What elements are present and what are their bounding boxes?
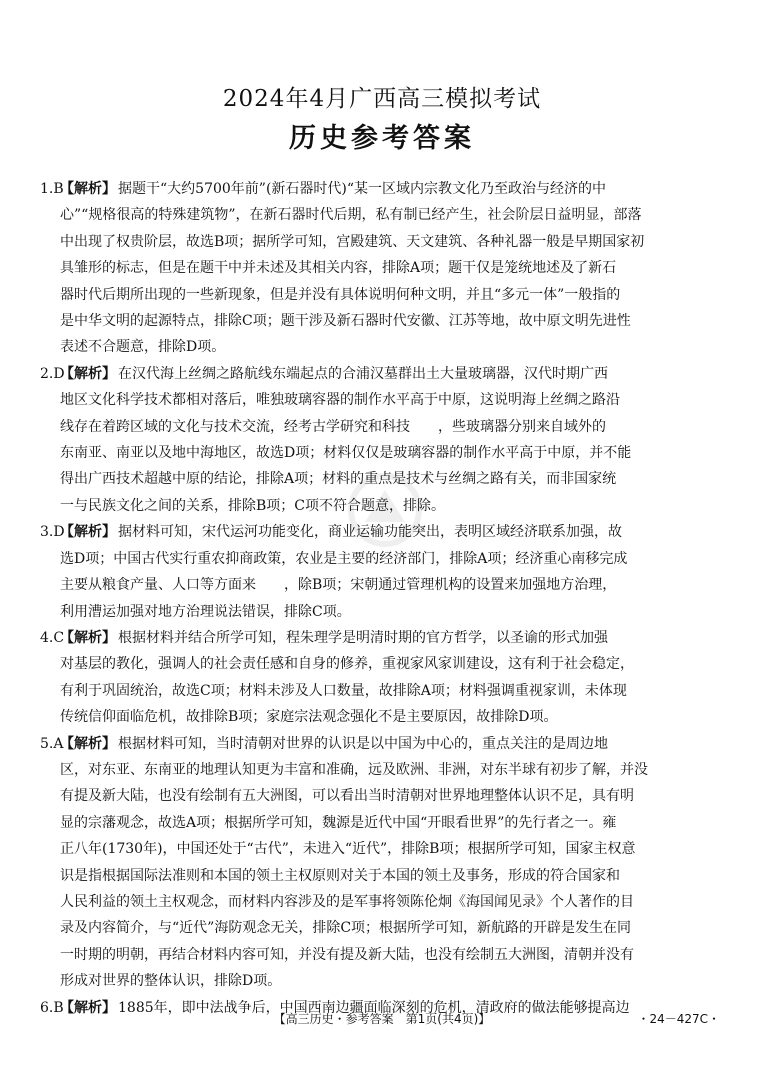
analysis-tag: 【解析】	[60, 181, 116, 197]
answer-line: 传统信仰面临危机，故排除B项；家庭宗法观念强化不是主要原因，故排除D项。	[60, 709, 558, 726]
answer-line: 得出广西技术超越中原的结论，排除A项；材料的重点是技术与丝绸之路有关，而非国家统	[60, 471, 617, 488]
answers-body	[40, 176, 724, 1021]
answer-line: 根据材料可知，当时清朝对世界的认识是以中国为中心的，重点关注的是周边地	[118, 735, 608, 752]
analysis-tag: 【解析】	[60, 735, 116, 752]
answer-line: 形成对世界的整体认识，排除D项。	[60, 973, 282, 990]
answer-line: 区，对东亚、东南亚的地理认知更为丰富和准确，远及欧洲、非洲，对东半球有初步了解，并没	[60, 761, 648, 778]
question-3	[40, 519, 724, 625]
question-5	[40, 731, 724, 995]
page-footer	[0, 1008, 764, 1030]
answer-line: 主要从粮食产量、人口等方面来 ，除B项；宋朝通过管理机构的设置来加强地方治理，	[60, 577, 617, 594]
answer-line: 地区文化科学技术都相对落后，唯独玻璃容器的制作水平高于中原，这说明海上丝绸之路沿	[60, 392, 620, 409]
answer-line: 据题干“大约5700年前”(新石器时代)“某一区域内宗教文化乃至政治与经济的中	[118, 181, 607, 197]
analysis-tag: 【解析】	[60, 629, 116, 646]
answer-line: 一与民族文化之间的关系，排除B项；C项不符合题意，排除。	[60, 497, 445, 514]
answer-line: 对基层的教化，强调人的社会责任感和自身的修养，重视家风家训建设，这有利于社会稳定，	[60, 656, 634, 673]
question-2	[40, 361, 724, 519]
answer-line: 东南亚、南亚以及地中海地区，故选D项；材料仅仅是玻璃容器的制作水平高于中原，并不能	[60, 445, 632, 462]
question-number: 3.D	[40, 524, 65, 541]
answer-line: 识是指根据国际法准则和本国的领土主权原则对关于本国的领土及事务，形成的符合国家和	[60, 867, 620, 884]
page-title: 2024年4月广西高三模拟考试	[222, 86, 542, 112]
answer-line: 1885年，即中法战争后，中国西南边疆面临深刻的危机，清政府的做法能够提高边	[118, 999, 630, 1016]
answer-line: 根据材料并结合所学可知，程朱理学是明清时期的官方哲学，以圣谕的形式加强	[118, 629, 608, 646]
answer-line: 心”“规格很高的特殊建筑物”，在新石器时代后期，私有制已经产生，社会阶层日益明显，部落	[60, 207, 642, 224]
answer-line: 表述不合题意，排除D项。	[60, 339, 226, 356]
answer-line: 是中华文明的起源特点，排除C项；题干涉及新石器时代安徽、江苏等地，故中原文明先进性	[60, 313, 631, 330]
analysis-tag: 【解析】	[60, 524, 116, 541]
answer-line: 人民利益的领土主权观念，而材料内容涉及的是军事将领陈伦炯《海国闻见录》个人著作的目	[60, 893, 634, 910]
answer-line: 正八年(1730年)，中国还处于“古代”，未进入“近代”，排除B项；根据所学可知，国家主权意	[60, 841, 636, 858]
answer-line: 器时代后期所出现的一些新现象，但是并没有具体说明何种文明，并且“多元一体”一般指的	[60, 286, 621, 303]
answer-line: 据材料可知，宋代运河功能变化，商业运输功能突出，表明区域经济联系加强，故	[118, 524, 622, 541]
page-subtitle: 历史参考答案	[289, 123, 475, 154]
analysis-tag: 【解析】	[60, 365, 116, 382]
answer-line: 有提及新大陆，也没有绘制有五大洲图，可以看出当时清朝对世界地理整体认识不足，具有明	[60, 788, 634, 805]
answer-line: 选D项；中国古代实行重农抑商政策，农业是主要的经济部门，排除A项；经济重心南移完成	[60, 550, 628, 567]
answer-line: 有利于巩固统治，故选C项；材料未涉及人口数量，故排除A项；材料强调重视家训，未体现	[60, 682, 627, 699]
footer-page-info: 【高三历史・参考答案 第1页(共4页)】	[273, 1012, 491, 1026]
answer-line: 具雏形的标志，但是在题干中并未述及其相关内容，排除A项；题干仅是笼统地述及了新石	[60, 260, 617, 277]
question-number: 1.B	[40, 181, 64, 197]
answer-line: 一时期的明朝，再结合材料内容可知，并没有提及新大陆，也没有绘制五大洲图，清朝并没有	[60, 946, 634, 963]
answer-line: 显的宗藩观念，故选A项；根据所学可知，魏源是近代中国“开眼看世界”的先行者之一。雍	[60, 814, 617, 831]
question-4	[40, 625, 724, 731]
question-number: 6.B	[40, 999, 64, 1016]
answer-line: 中出现了权贵阶层，故选B项；据所学可知，宫殿建筑、天文建筑、各种礼器一般是早期国家初	[60, 233, 645, 250]
answer-line: 在汉代海上丝绸之路航线东端起点的合浦汉墓群出土大量玻璃器，汉代时期广西	[118, 365, 608, 382]
question-number: 2.D	[40, 365, 65, 382]
answer-line: 利用漕运加强对地方治理说法错误，排除C项。	[60, 603, 351, 620]
question-number: 5.A	[40, 735, 64, 752]
analysis-tag: 【解析】	[60, 999, 116, 1016]
question-number: 4.C	[40, 629, 65, 646]
answer-line: 线存在着跨区域的文化与技术交流，经考古学研究和科技 ，些玻璃器分别来自域外的	[60, 418, 606, 435]
footer-code: ・24－427C・	[637, 1012, 720, 1026]
answer-line: 录及内容简介，与“近代”海防观念无关，排除C项；根据所学可知，新航路的开辟是发生在同	[60, 920, 632, 937]
question-1	[40, 176, 724, 361]
